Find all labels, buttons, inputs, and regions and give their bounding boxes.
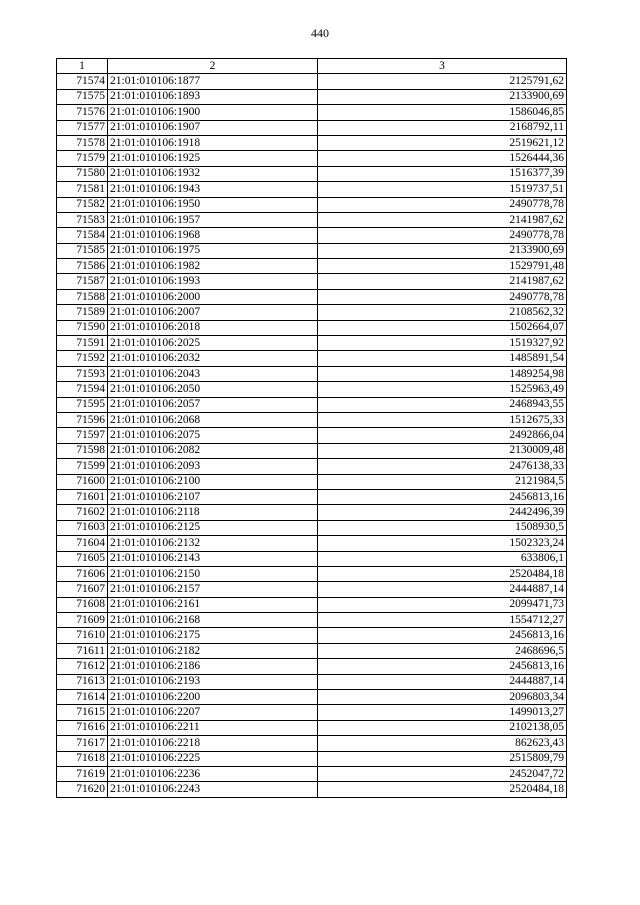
table-row bbox=[57, 705, 567, 720]
row-number-cell: 71587 bbox=[57, 274, 108, 289]
table-row bbox=[57, 536, 567, 551]
cadastral-number-cell: 21:01:010106:1950 bbox=[108, 197, 318, 212]
cadastral-value-cell: 1586046,85 bbox=[318, 105, 567, 120]
row-number-cell: 71602 bbox=[57, 505, 108, 520]
column-header-3: 3 bbox=[318, 59, 567, 74]
cadastral-number-cell: 21:01:010106:1993 bbox=[108, 274, 318, 289]
row-number-cell: 71593 bbox=[57, 366, 108, 381]
table-row bbox=[57, 397, 567, 412]
cadastral-number-cell: 21:01:010106:2157 bbox=[108, 582, 318, 597]
row-number-cell: 71578 bbox=[57, 135, 108, 150]
cadastral-value-cell: 2168792,11 bbox=[318, 120, 567, 135]
table-row bbox=[57, 105, 567, 120]
cadastral-number-cell: 21:01:010106:2236 bbox=[108, 766, 318, 781]
cadastral-value-cell: 1502323,24 bbox=[318, 536, 567, 551]
table-row bbox=[57, 74, 567, 89]
cadastral-number-cell: 21:01:010106:2225 bbox=[108, 751, 318, 766]
cadastral-value-cell: 1519737,51 bbox=[318, 182, 567, 197]
cadastral-value-cell: 2130009,48 bbox=[318, 443, 567, 458]
row-number-cell: 71615 bbox=[57, 705, 108, 720]
table-row bbox=[57, 428, 567, 443]
table-row bbox=[57, 459, 567, 474]
table-row bbox=[57, 551, 567, 566]
cadastral-number-cell: 21:01:010106:2000 bbox=[108, 289, 318, 304]
cadastral-number-cell: 21:01:010106:2057 bbox=[108, 397, 318, 412]
row-number-cell: 71605 bbox=[57, 551, 108, 566]
row-number-cell: 71574 bbox=[57, 74, 108, 89]
cadastral-value-cell: 2141987,62 bbox=[318, 274, 567, 289]
cadastral-value-cell: 2133900,69 bbox=[318, 89, 567, 104]
row-number-cell: 71591 bbox=[57, 336, 108, 351]
cadastral-number-cell: 21:01:010106:2018 bbox=[108, 320, 318, 335]
table-row bbox=[57, 766, 567, 781]
cadastral-number-cell: 21:01:010106:2118 bbox=[108, 505, 318, 520]
table-row bbox=[57, 690, 567, 705]
row-number-cell: 71586 bbox=[57, 259, 108, 274]
cadastral-number-cell: 21:01:010106:2175 bbox=[108, 628, 318, 643]
table-row bbox=[57, 336, 567, 351]
row-number-cell: 71614 bbox=[57, 690, 108, 705]
row-number-cell: 71576 bbox=[57, 105, 108, 120]
cadastral-number-cell: 21:01:010106:2161 bbox=[108, 597, 318, 612]
cadastral-number-cell: 21:01:010106:2211 bbox=[108, 720, 318, 735]
row-number-cell: 71599 bbox=[57, 459, 108, 474]
cadastral-value-cell: 1519327,92 bbox=[318, 336, 567, 351]
table-row bbox=[57, 305, 567, 320]
cadastral-value-cell: 2468943,55 bbox=[318, 397, 567, 412]
cadastral-value-cell: 1502664,07 bbox=[318, 320, 567, 335]
cadastral-number-cell: 21:01:010106:1968 bbox=[108, 228, 318, 243]
cadastral-number-cell: 21:01:010106:2186 bbox=[108, 659, 318, 674]
cadastral-value-cell: 2108562,32 bbox=[318, 305, 567, 320]
cadastral-number-cell: 21:01:010106:1932 bbox=[108, 166, 318, 181]
column-header-1: 1 bbox=[57, 59, 108, 74]
cadastral-value-cell: 2125791,62 bbox=[318, 74, 567, 89]
cadastral-value-cell: 633806,1 bbox=[318, 551, 567, 566]
row-number-cell: 71608 bbox=[57, 597, 108, 612]
row-number-cell: 71601 bbox=[57, 489, 108, 504]
cadastral-number-cell: 21:01:010106:2168 bbox=[108, 613, 318, 628]
table-row bbox=[57, 566, 567, 581]
table-row bbox=[57, 505, 567, 520]
row-number-cell: 71588 bbox=[57, 289, 108, 304]
row-number-cell: 71595 bbox=[57, 397, 108, 412]
cadastral-value-cell: 2442496,39 bbox=[318, 505, 567, 520]
table-row bbox=[57, 782, 567, 797]
cadastral-value-cell: 1508930,5 bbox=[318, 520, 567, 535]
cadastral-number-cell: 21:01:010106:2032 bbox=[108, 351, 318, 366]
row-number-cell: 71619 bbox=[57, 766, 108, 781]
cadastral-number-cell: 21:01:010106:1918 bbox=[108, 135, 318, 150]
table-body bbox=[57, 74, 567, 797]
cadastral-number-cell: 21:01:010106:2143 bbox=[108, 551, 318, 566]
table-row bbox=[57, 89, 567, 104]
row-number-cell: 71620 bbox=[57, 782, 108, 797]
table-row bbox=[57, 382, 567, 397]
row-number-cell: 71589 bbox=[57, 305, 108, 320]
cadastral-number-cell: 21:01:010106:2093 bbox=[108, 459, 318, 474]
table-row bbox=[57, 751, 567, 766]
table-row bbox=[57, 443, 567, 458]
table-row bbox=[57, 720, 567, 735]
cadastral-number-cell: 21:01:010106:2182 bbox=[108, 643, 318, 658]
table-row bbox=[57, 628, 567, 643]
cadastral-number-cell: 21:01:010106:1957 bbox=[108, 212, 318, 227]
cadastral-number-cell: 21:01:010106:2193 bbox=[108, 674, 318, 689]
row-number-cell: 71610 bbox=[57, 628, 108, 643]
cadastral-number-cell: 21:01:010106:1943 bbox=[108, 182, 318, 197]
row-number-cell: 71581 bbox=[57, 182, 108, 197]
cadastral-value-cell: 862623,43 bbox=[318, 736, 567, 751]
table-row bbox=[57, 243, 567, 258]
row-number-cell: 71592 bbox=[57, 351, 108, 366]
cadastral-value-cell: 2133900,69 bbox=[318, 243, 567, 258]
cadastral-value-cell: 1554712,27 bbox=[318, 613, 567, 628]
table-row bbox=[57, 197, 567, 212]
cadastral-number-cell: 21:01:010106:2243 bbox=[108, 782, 318, 797]
cadastral-number-cell: 21:01:010106:2150 bbox=[108, 566, 318, 581]
column-header-2: 2 bbox=[108, 59, 318, 74]
row-number-cell: 71617 bbox=[57, 736, 108, 751]
table-row bbox=[57, 674, 567, 689]
table-row bbox=[57, 212, 567, 227]
cadastral-value-cell: 2102138,05 bbox=[318, 720, 567, 735]
cadastral-value-cell: 2456813,16 bbox=[318, 659, 567, 674]
cadastral-number-cell: 21:01:010106:2007 bbox=[108, 305, 318, 320]
table-row bbox=[57, 597, 567, 612]
row-number-cell: 71582 bbox=[57, 197, 108, 212]
table-row bbox=[57, 412, 567, 427]
cadastral-value-cell: 2519621,12 bbox=[318, 135, 567, 150]
row-number-cell: 71585 bbox=[57, 243, 108, 258]
table-row bbox=[57, 659, 567, 674]
cadastral-value-cell: 2515809,79 bbox=[318, 751, 567, 766]
table-row bbox=[57, 166, 567, 181]
table-row bbox=[57, 582, 567, 597]
cadastral-value-cell: 2121984,5 bbox=[318, 474, 567, 489]
row-number-cell: 71577 bbox=[57, 120, 108, 135]
cadastral-number-cell: 21:01:010106:1925 bbox=[108, 151, 318, 166]
row-number-cell: 71600 bbox=[57, 474, 108, 489]
table-row bbox=[57, 182, 567, 197]
row-number-cell: 71583 bbox=[57, 212, 108, 227]
cadastral-number-cell: 21:01:010106:2043 bbox=[108, 366, 318, 381]
cadastral-number-cell: 21:01:010106:1900 bbox=[108, 105, 318, 120]
row-number-cell: 71579 bbox=[57, 151, 108, 166]
cadastral-value-cell: 2444887,14 bbox=[318, 582, 567, 597]
table-row bbox=[57, 289, 567, 304]
cadastral-number-cell: 21:01:010106:1893 bbox=[108, 89, 318, 104]
cadastral-value-cell: 2490778,78 bbox=[318, 197, 567, 212]
cadastral-number-cell: 21:01:010106:2207 bbox=[108, 705, 318, 720]
row-number-cell: 71604 bbox=[57, 536, 108, 551]
cadastral-value-cell: 1516377,39 bbox=[318, 166, 567, 181]
row-number-cell: 71598 bbox=[57, 443, 108, 458]
table-row bbox=[57, 366, 567, 381]
table-row bbox=[57, 274, 567, 289]
cadastral-number-cell: 21:01:010106:2025 bbox=[108, 336, 318, 351]
table-row bbox=[57, 228, 567, 243]
cadastral-value-cell: 2468696,5 bbox=[318, 643, 567, 658]
row-number-cell: 71575 bbox=[57, 89, 108, 104]
row-number-cell: 71609 bbox=[57, 613, 108, 628]
cadastral-value-cell: 1499013,27 bbox=[318, 705, 567, 720]
table-row bbox=[57, 489, 567, 504]
cadastral-number-cell: 21:01:010106:2107 bbox=[108, 489, 318, 504]
cadastral-number-cell: 21:01:010106:1982 bbox=[108, 259, 318, 274]
cadastral-value-cell: 1489254,98 bbox=[318, 366, 567, 381]
cadastral-value-cell: 2456813,16 bbox=[318, 489, 567, 504]
row-number-cell: 71611 bbox=[57, 643, 108, 658]
row-number-cell: 71597 bbox=[57, 428, 108, 443]
table-row bbox=[57, 120, 567, 135]
cadastral-value-cell: 2099471,73 bbox=[318, 597, 567, 612]
cadastral-value-cell: 1526444,36 bbox=[318, 151, 567, 166]
table-header-row bbox=[57, 59, 567, 74]
row-number-cell: 71606 bbox=[57, 566, 108, 581]
cadastral-number-cell: 21:01:010106:2125 bbox=[108, 520, 318, 535]
cadastral-value-cell: 2520484,18 bbox=[318, 782, 567, 797]
row-number-cell: 71612 bbox=[57, 659, 108, 674]
cadastral-number-cell: 21:01:010106:1907 bbox=[108, 120, 318, 135]
row-number-cell: 71616 bbox=[57, 720, 108, 735]
cadastral-value-cell: 2490778,78 bbox=[318, 289, 567, 304]
cadastral-value-cell: 2492866,04 bbox=[318, 428, 567, 443]
table-row bbox=[57, 259, 567, 274]
row-number-cell: 71596 bbox=[57, 412, 108, 427]
cadastral-number-cell: 21:01:010106:1877 bbox=[108, 74, 318, 89]
cadastral-number-cell: 21:01:010106:2082 bbox=[108, 443, 318, 458]
table-row bbox=[57, 643, 567, 658]
table-row bbox=[57, 351, 567, 366]
table-row bbox=[57, 320, 567, 335]
cadastral-value-cell: 1529791,48 bbox=[318, 259, 567, 274]
table-row bbox=[57, 736, 567, 751]
cadastral-value-cell: 2444887,14 bbox=[318, 674, 567, 689]
cadastral-value-cell: 1512675,33 bbox=[318, 412, 567, 427]
cadastral-value-table bbox=[56, 58, 567, 798]
cadastral-value-cell: 2490778,78 bbox=[318, 228, 567, 243]
cadastral-number-cell: 21:01:010106:1975 bbox=[108, 243, 318, 258]
row-number-cell: 71607 bbox=[57, 582, 108, 597]
table-row bbox=[57, 135, 567, 150]
cadastral-value-cell: 2096803,34 bbox=[318, 690, 567, 705]
row-number-cell: 71618 bbox=[57, 751, 108, 766]
row-number-cell: 71613 bbox=[57, 674, 108, 689]
cadastral-value-cell: 2476138,33 bbox=[318, 459, 567, 474]
cadastral-number-cell: 21:01:010106:2075 bbox=[108, 428, 318, 443]
table-row bbox=[57, 520, 567, 535]
cadastral-value-cell: 2141987,62 bbox=[318, 212, 567, 227]
table-row bbox=[57, 151, 567, 166]
cadastral-value-cell: 2456813,16 bbox=[318, 628, 567, 643]
cadastral-value-cell: 1485891,54 bbox=[318, 351, 567, 366]
page-number: 440 bbox=[311, 26, 329, 40]
cadastral-value-cell: 2520484,18 bbox=[318, 566, 567, 581]
cadastral-value-cell: 2452047,72 bbox=[318, 766, 567, 781]
cadastral-number-cell: 21:01:010106:2050 bbox=[108, 382, 318, 397]
row-number-cell: 71584 bbox=[57, 228, 108, 243]
cadastral-number-cell: 21:01:010106:2132 bbox=[108, 536, 318, 551]
cadastral-number-cell: 21:01:010106:2068 bbox=[108, 412, 318, 427]
row-number-cell: 71590 bbox=[57, 320, 108, 335]
row-number-cell: 71580 bbox=[57, 166, 108, 181]
cadastral-number-cell: 21:01:010106:2218 bbox=[108, 736, 318, 751]
table-row bbox=[57, 474, 567, 489]
row-number-cell: 71603 bbox=[57, 520, 108, 535]
cadastral-value-cell: 1525963,49 bbox=[318, 382, 567, 397]
table-row bbox=[57, 613, 567, 628]
row-number-cell: 71594 bbox=[57, 382, 108, 397]
cadastral-number-cell: 21:01:010106:2100 bbox=[108, 474, 318, 489]
cadastral-number-cell: 21:01:010106:2200 bbox=[108, 690, 318, 705]
